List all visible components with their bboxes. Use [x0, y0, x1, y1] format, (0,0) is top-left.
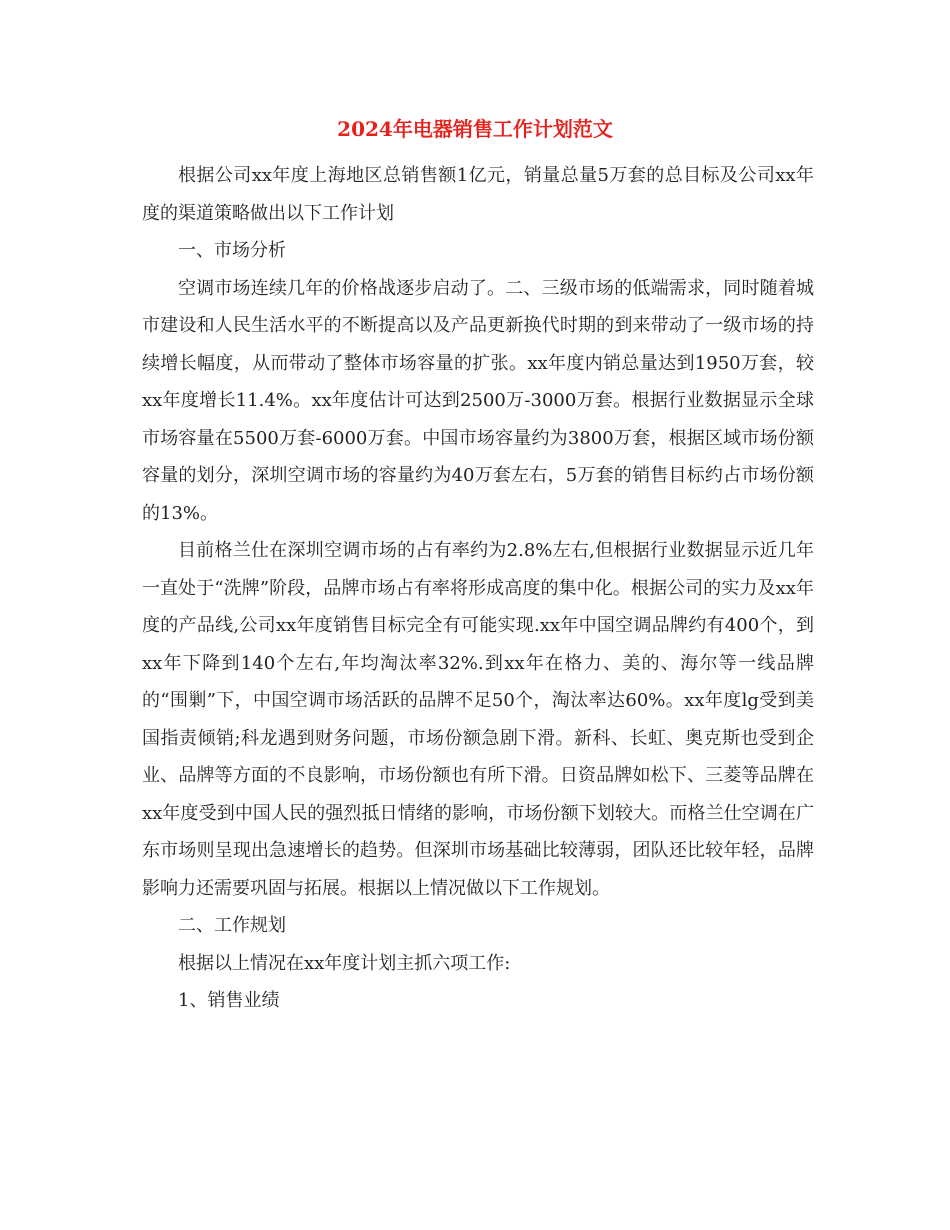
- paragraph-brand-analysis: 目前格兰仕在深圳空调市场的占有率约为2.8%左右,但根据行业数据显示近几年一直处于“洗牌”阶段，品牌市场占有率将形成高度的集中化。根据公司的实力及xx年度的产品线,公司xx年度销售目标完全有可能实现.xx年中国空调品牌约有400个，到xx年下降到140个左右,年均淘汰率32%.到xx年在格力、美的、海尔等一线品牌的“围剿”下，中国空调市场活跃的品牌不足50个，淘汰率达60%。xx年度lg受到美国指责倾销;科龙遇到财务问题，市场份额急剧下滑。新科、长虹、奥克斯也受到企业、品牌等方面的不良影响，市场份额也有所下滑。日资品牌如松下、三菱等品牌在xx年度受到中国人民的强烈抵日情绪的影响，市场份额下划较大。而格兰仕空调在广东市场则呈现出急速增长的趋势。但深圳市场基础比较薄弱，团队还比较年轻，品牌影响力还需要巩固与拓展。根据以上情况做以下工作规划。: [142, 540, 814, 899]
- subheading-sales-performance: 1、销售业绩: [178, 990, 280, 1011]
- document-title: 2024年电器销售工作计划范文: [337, 117, 613, 141]
- section-heading-work-plan: 二、工作规划: [178, 915, 286, 936]
- paragraph-work-plan-intro: 根据以上情况在xx年度计划主抓六项工作:: [178, 952, 511, 974]
- document-body: [142, 157, 814, 1020]
- paragraph-market-overview: 空调市场连续几年的价格战逐步启动了。二、三级市场的低端需求，同时随着城市建设和人民生活水平的不断提高以及产品更新换代时期的到来带动了一级市场的持续增长幅度，从而带动了整体市场容量的扩张。xx年度内销总量达到1950万套，较xx年度增长11.4%。xx年度估计可达到2500万-3000万套。根据行业数据显示全球市场容量在5500万套-6000万套。中国市场容量约为3800万套，根据区域市场份额容量的划分，深圳空调市场的容量约为40万套左右，5万套的销售目标约占市场份额的13%。: [142, 277, 814, 524]
- paragraph-intro: 根据公司xx年度上海地区总销售额1亿元，销量总量5万套的总目标及公司xx年度的渠道策略做出以下工作计划: [142, 165, 814, 224]
- section-heading-market-analysis: 一、市场分析: [178, 240, 286, 261]
